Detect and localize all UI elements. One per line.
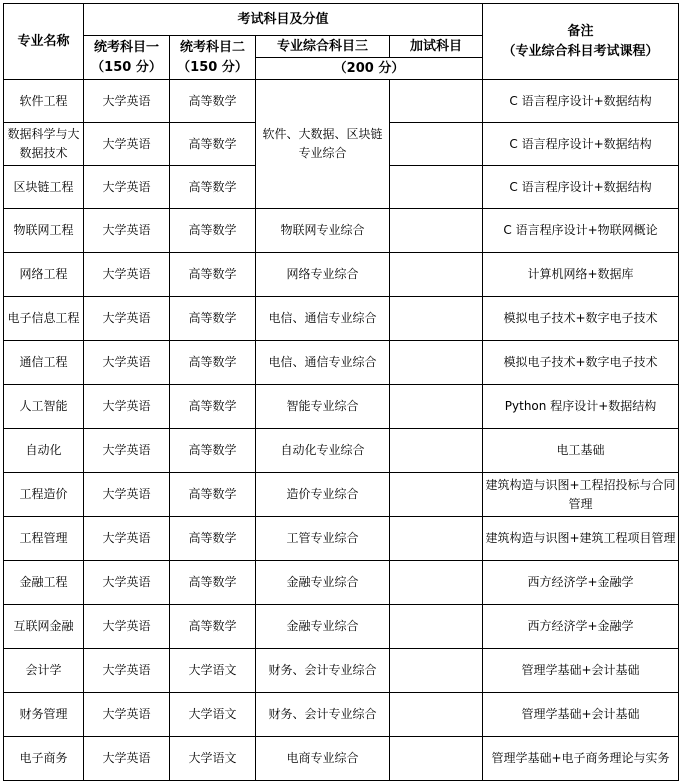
cell-subject1: 大学英语 [84, 297, 170, 341]
header-subject1-score: （150 分） [91, 59, 162, 75]
header-subject2 [170, 36, 256, 80]
cell-subject1: 大学英语 [84, 123, 170, 166]
table-row [4, 737, 679, 781]
cell-subject2: 高等数学 [170, 429, 256, 473]
cell-subject2: 高等数学 [170, 253, 256, 297]
cell-major: 工程管理 [4, 517, 84, 561]
cell-note: Python 程序设计+数据结构 [483, 385, 679, 429]
cell-major: 区块链工程 [4, 166, 84, 209]
table-row [4, 429, 679, 473]
cell-major: 人工智能 [4, 385, 84, 429]
cell-major: 电子信息工程 [4, 297, 84, 341]
cell-extra [390, 561, 483, 605]
cell-subject1: 大学英语 [84, 693, 170, 737]
cell-note: 模拟电子技术+数字电子技术 [483, 341, 679, 385]
cell-major: 会计学 [4, 649, 84, 693]
cell-subject3: 财务、会计专业综合 [256, 649, 390, 693]
cell-extra [390, 693, 483, 737]
cell-subject1: 大学英语 [84, 341, 170, 385]
cell-major: 工程造价 [4, 473, 84, 517]
cell-extra [390, 605, 483, 649]
header-remarks-sub: （专业综合科目考试课程） [502, 43, 659, 59]
cell-extra [390, 80, 483, 123]
cell-subject2: 大学语文 [170, 737, 256, 781]
cell-subject1: 大学英语 [84, 649, 170, 693]
cell-subject3: 金融专业综合 [256, 561, 390, 605]
cell-subject2: 高等数学 [170, 473, 256, 517]
header-subject3-score: （200 分） [256, 58, 483, 80]
table-row [4, 649, 679, 693]
cell-extra [390, 341, 483, 385]
table-row [4, 561, 679, 605]
cell-major: 软件工程 [4, 80, 84, 123]
table-row [4, 605, 679, 649]
header-exam-group: 考试科目及分值 [84, 4, 483, 36]
cell-note: 电工基础 [483, 429, 679, 473]
cell-subject2: 高等数学 [170, 517, 256, 561]
cell-note: C 语言程序设计+物联网概论 [483, 209, 679, 253]
cell-extra [390, 649, 483, 693]
header-remarks-title: 备注 [567, 23, 594, 39]
cell-note: C 语言程序设计+数据结构 [483, 123, 679, 166]
cell-subject1: 大学英语 [84, 166, 170, 209]
header-subject1 [84, 36, 170, 80]
cell-extra [390, 517, 483, 561]
table-row [4, 341, 679, 385]
cell-note: 管理学基础+电子商务理论与实务 [483, 737, 679, 781]
table-row [4, 473, 679, 517]
cell-subject1: 大学英语 [84, 80, 170, 123]
cell-subject2: 高等数学 [170, 605, 256, 649]
table-row [4, 253, 679, 297]
cell-subject3: 网络专业综合 [256, 253, 390, 297]
cell-major: 自动化 [4, 429, 84, 473]
cell-note: C 语言程序设计+数据结构 [483, 166, 679, 209]
header-subject2-score: （150 分） [177, 59, 248, 75]
cell-note: C 语言程序设计+数据结构 [483, 80, 679, 123]
cell-major: 财务管理 [4, 693, 84, 737]
table-row [4, 517, 679, 561]
cell-major: 数据科学与大数据技术 [4, 123, 84, 166]
table-row [4, 80, 679, 123]
header-subject2-label: 统考科目二 [179, 39, 245, 55]
cell-subject1: 大学英语 [84, 517, 170, 561]
cell-subject2: 大学语文 [170, 693, 256, 737]
header-subject3: 专业综合科目三 [256, 36, 390, 58]
cell-subject3-merged: 软件、大数据、区块链专业综合 [256, 80, 390, 209]
cell-major: 电子商务 [4, 737, 84, 781]
cell-major: 通信工程 [4, 341, 84, 385]
cell-subject1: 大学英语 [84, 385, 170, 429]
cell-subject2: 高等数学 [170, 341, 256, 385]
cell-extra [390, 253, 483, 297]
header-subject1-label: 统考科目一 [93, 39, 159, 55]
cell-subject2: 高等数学 [170, 385, 256, 429]
cell-note: 管理学基础+会计基础 [483, 693, 679, 737]
cell-subject2: 高等数学 [170, 561, 256, 605]
cell-extra [390, 209, 483, 253]
cell-major: 金融工程 [4, 561, 84, 605]
cell-note: 建筑构造与识图+工程招投标与合同管理 [483, 473, 679, 517]
cell-note: 模拟电子技术+数字电子技术 [483, 297, 679, 341]
cell-major: 网络工程 [4, 253, 84, 297]
cell-subject1: 大学英语 [84, 209, 170, 253]
cell-subject1: 大学英语 [84, 429, 170, 473]
cell-subject2: 大学语文 [170, 649, 256, 693]
cell-subject1: 大学英语 [84, 605, 170, 649]
table-row [4, 693, 679, 737]
cell-extra [390, 737, 483, 781]
table-row [4, 385, 679, 429]
cell-major: 互联网金融 [4, 605, 84, 649]
cell-extra [390, 166, 483, 209]
cell-subject1: 大学英语 [84, 473, 170, 517]
cell-subject2: 高等数学 [170, 80, 256, 123]
cell-extra [390, 473, 483, 517]
cell-subject2: 高等数学 [170, 166, 256, 209]
cell-extra [390, 297, 483, 341]
cell-subject3: 造价专业综合 [256, 473, 390, 517]
cell-major: 物联网工程 [4, 209, 84, 253]
cell-subject1: 大学英语 [84, 561, 170, 605]
cell-subject3: 电信、通信专业综合 [256, 297, 390, 341]
cell-subject3: 财务、会计专业综合 [256, 693, 390, 737]
cell-extra [390, 429, 483, 473]
header-major-name: 专业名称 [4, 4, 84, 80]
cell-subject2: 高等数学 [170, 123, 256, 166]
cell-subject3: 电信、通信专业综合 [256, 341, 390, 385]
header-remarks [483, 4, 679, 80]
cell-subject1: 大学英语 [84, 737, 170, 781]
cell-subject3: 物联网专业综合 [256, 209, 390, 253]
cell-subject3: 工管专业综合 [256, 517, 390, 561]
cell-note: 西方经济学+金融学 [483, 561, 679, 605]
cell-subject3: 金融专业综合 [256, 605, 390, 649]
cell-extra [390, 123, 483, 166]
cell-note: 管理学基础+会计基础 [483, 649, 679, 693]
cell-subject3: 智能专业综合 [256, 385, 390, 429]
cell-note: 西方经济学+金融学 [483, 605, 679, 649]
cell-subject2: 高等数学 [170, 297, 256, 341]
cell-subject3: 电商专业综合 [256, 737, 390, 781]
cell-subject3: 自动化专业综合 [256, 429, 390, 473]
cell-note: 计算机网络+数据库 [483, 253, 679, 297]
cell-subject1: 大学英语 [84, 253, 170, 297]
cell-note: 建筑构造与识图+建筑工程项目管理 [483, 517, 679, 561]
header-extra: 加试科目 [390, 36, 483, 58]
exam-subjects-table [3, 3, 679, 781]
table-row [4, 297, 679, 341]
cell-extra [390, 385, 483, 429]
table-row [4, 209, 679, 253]
cell-subject2: 高等数学 [170, 209, 256, 253]
